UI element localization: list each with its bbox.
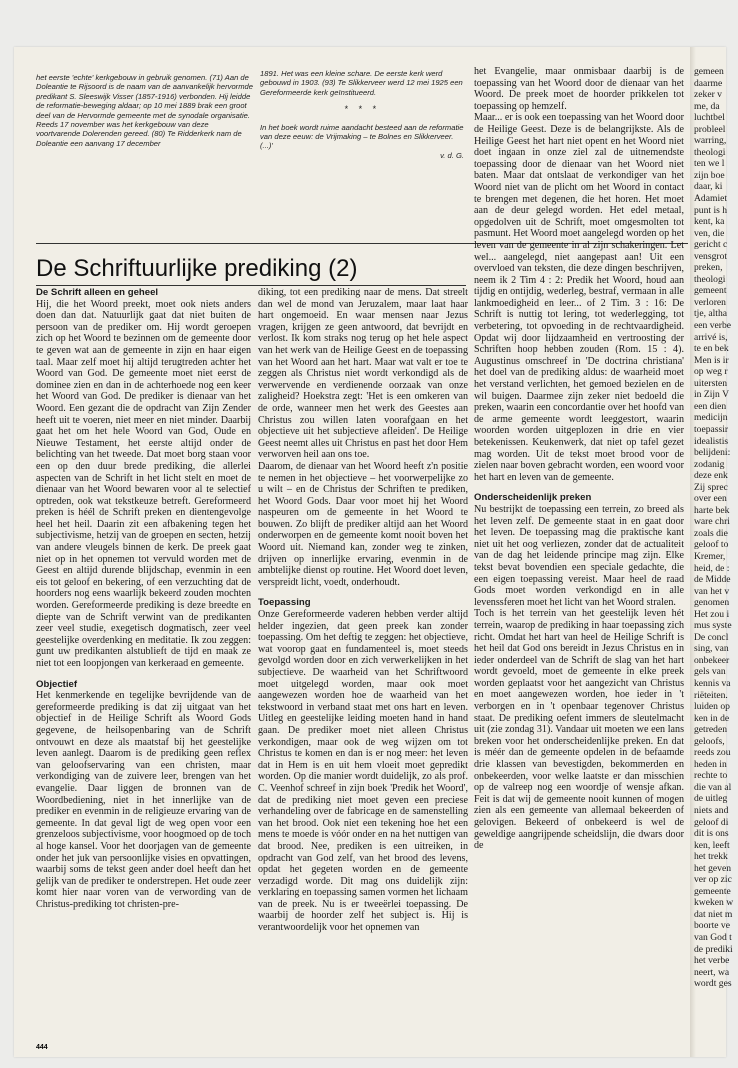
edge-line: in Zijn V bbox=[694, 389, 730, 401]
edge-line: gericht c bbox=[694, 239, 728, 251]
edge-line: sing, van bbox=[694, 643, 729, 655]
edge-line: niets and bbox=[694, 805, 729, 816]
edge-line: warring, bbox=[694, 135, 727, 147]
paragraph: Het kenmerkende en tegelijke bevrijdende van de gereformeerde prediking is dat zij uitgaat van het objectief in de Heilige Schrift als Woord Gods gegevene, de heilsopenbaring van de Schrift ontvouwt en deze als maatstaf bij het geestelijke leven aanlegt. Daarom is de prediking geen reflex van geloofservaring van een christen, maar verkondiging van de zuivere leer, brengen van het evangelie. Daar liggen de bronnen van de Woordbediening, niet in het innerlijke van de prediker en evenmin in de religieuze ervaring van de gemeente. In dat geval ligt de weg open voor een grenzeloos subjectivisme, voor hoogmoed op de toch al hoge kansel. Voor het doorjagen van de gemeente onder het juk van persoonlijke visies en opvattingen, waarbij soms de tekst geen ander doel heeft dan het gelijk van de prediker te onderstrepen. Het oude zeer komt hier naar voren van de verwording van de Christus-prediking tot christen-pre- bbox=[36, 690, 252, 910]
signature: v. d. G. bbox=[440, 150, 464, 160]
edge-line: Adamiet bbox=[694, 193, 728, 205]
edge-line: gels van bbox=[694, 666, 726, 678]
edge-line: vensgrot bbox=[694, 250, 728, 262]
edge-line: een verbe bbox=[694, 320, 732, 332]
edge-line: uitersten bbox=[694, 377, 728, 389]
edge-line: preken, bbox=[694, 262, 723, 274]
footnote-col2-text: 1891. Het was een kleine schare. De eerste kerk werd gebouwd in 1903. (93) Te Slikkerveer werd 12 mei 1925 een Gereformeerde kerk geïnstitueerd. bbox=[260, 69, 463, 97]
paragraph: het Evangelie, maar onmisbaar daarbij is de toepassing van het Woord door de dienaar van het Woord. De preek moet de hoorder prikkelen tot toepassing op hemzelf. bbox=[474, 66, 684, 112]
edge-line: van het v bbox=[694, 585, 730, 597]
page-number: 444 bbox=[36, 1044, 48, 1051]
edge-line: genomen bbox=[694, 597, 730, 609]
magazine-page bbox=[14, 47, 734, 1057]
title-rule-bottom bbox=[36, 285, 466, 286]
edge-line: luiden op bbox=[694, 701, 730, 713]
edge-line: luchtbel bbox=[694, 112, 725, 124]
edge-line: De concl bbox=[694, 631, 729, 643]
edge-line: kweken w bbox=[694, 897, 734, 909]
edge-line: het verbe bbox=[694, 955, 730, 967]
subheading-toepassing: Toepassing bbox=[258, 597, 311, 609]
subheading-objectief: Objectief bbox=[36, 678, 78, 690]
edge-line: getreden bbox=[694, 724, 728, 736]
edge-line: mus syste bbox=[694, 620, 732, 632]
edge-line: Kremer, bbox=[694, 550, 726, 562]
edge-line: Zij sprec bbox=[694, 481, 728, 493]
edge-line: heden in bbox=[694, 758, 727, 770]
edge-line: heid, de : bbox=[694, 562, 730, 574]
edge-line: over een bbox=[694, 493, 727, 505]
edge-line: idealistis bbox=[694, 435, 729, 447]
edge-line: gemeen bbox=[694, 66, 724, 77]
edge-line: theologi bbox=[694, 146, 726, 158]
edge-line: die van al bbox=[694, 781, 732, 793]
edge-line: verloren bbox=[694, 296, 726, 308]
footnote-col1: het eerste 'echte' kerkgebouw in gebruik genomen. (71) Aan de Doleantie te Rijsoord is de naam van de aanvankelijk hervormde predikant S. Sleeswijk Visser (1857-1916) verbonden. Hij leidde de reformatie-beweging aldaar; op 10 mei 1889 brak een groot deel van de Hervormde gemeente met de synodale organisatie. Reeds 17 november was het kerkgebouw van deze voortvarende Dolerenden gereed. (80) Te Ridderkerk nam de Doleantie een aanvang 17 december bbox=[36, 73, 253, 148]
subheading-onderscheidenlijk: Onderscheidenlijk preken bbox=[474, 492, 592, 504]
article-column-3 bbox=[474, 66, 684, 852]
section-separator: * * * bbox=[344, 104, 380, 115]
footnote-note: In het boek wordt ruime aandacht besteed aan de reformatie van deze eeuw: de Vrijmaking – te Bolnes en Slikkerveer. (...)' bbox=[260, 122, 464, 151]
paragraph: Maar... er is ook een toepassing van het Woord door de Heilige Geest. Deze is de belangrijkste. Als de Heilige Geest het hart niet opent en het Woord niet doet ingaan in onze ziel zal de uitnemendste toepassing door de dienaar van het Woord niet baten. Maar dat ontslaat de verkondiger van het Woord niet van de plicht om het Woord in contact te brengen met degenen, die het horen. Het moet aan de deur gelegd worden. Het edel metaal, opgedolven uit de Schrift, moet omgesmolten tot pasmunt. Het Woord moet aangelegd worden op het leven van de gemeente in al zijn schakeringen. Let wel... aangelegd, niet aangepast aan! Uit een overvloed van teksten, die deze dingen beschrijven, neem ik 2 Tim 4 : 2: Predik het Woord, houd aan tijdig en ontijdig, wederleg, bestraf, vermaan in alle lankmoedigheid en leer... of 2 Tim. 3 : 16: De Schrift is nuttig tot lering, tot wederlegging, tot verbetering, tot opvoeding in de rechtvaardigheid. Opdat wij door lijdzaamheid en vertroosting der Schriften hoop hebben zouden (Rom. 15 : 4). Augustinus omschreef in 'De doctrina christiana' het doel van de prediking aldus: de waarheid moet het verstand verlichten, het gemoed bezielen en de wil buigen. Daarmee zijn zeker niet bedoeld die preken, waarin een concordantie over het hoofd van de arme gemeente wordt leeggestort, waarin woorden worden uitgeplozen in drie en vier betekenissen. Keukenwerk, dat niet op tafel gezet mag worden. Uit de tekst moet brood voor de zielen naar boven gebracht worden, een woord voor het hart en leven van de gemeente. bbox=[474, 112, 684, 483]
edge-line: probleel bbox=[694, 123, 726, 135]
edge-line: deze enk bbox=[694, 470, 728, 482]
edge-line: ven, die bbox=[694, 227, 725, 239]
edge-line: geloof di bbox=[694, 816, 729, 828]
edge-line: onbekeer bbox=[694, 654, 730, 666]
paragraph: Hij, die het Woord preekt, moet ook niets anders doen dan dat. Natuurlijk gaat dat niet buiten de persoon van de prediker om. Hij wordt geroepen zich op het Woord te bezinnen om de gemeente door te geven wat aan de gemeente in zijn en haar eigen taal. Maar zelf moet hij altijd terugtreden achter het Woord van God. De gemeente moet niet eerst de dominee zien en dan in de achterhoede nog een keer het Woord van God. De prediker is dienaar van het Woord. Een gezant die de opdracht van Zijn Zender heeft uit te voeren, niet meer en niet minder. Daarbij gaat het om het hele Woord van God, Oude en Nieuwe Testament, het eerste altijd onder de belichting van het tweede. Dat moet borg staan voor een op den duur brede prediking, die allerlei aspecten van de Schrift in het licht stelt en moet de dienaar van het Woord bewaren voor al te selectief optreden, ook wat tekstkeuze betreft. Gereformeerd preken is héél de Schrift preken en dientengevolge heel het heil. Daarin zit een afbakening tegen het subjectivisme, hetzij van de groepen en secten, hetzij van andere vleugels binnen de kerk. De preek gaat niet op in het opnemen tot vervuld worden met de Geest en altijd durende blijdschap, evenmin in een eis tot geloof en bekering, of een verzuchting dat de hoorders nog eens waarlijk bekeerd zouden mochten worden. Gereformeerde prediking is deze breedte en diepte van de Schrift verwint van de predikanten zeer veel studie, exegetisch dogmatisch, zeer veel geestelijke overdenking en meditatie. Ik zou zeggen: gunt uw predikanten alstublieft de tijd en maak ze niet tot een loopjongen van kerkeraad en gemeente. bbox=[36, 298, 251, 669]
edge-line: ten we l bbox=[694, 158, 725, 170]
edge-line: reeds zou bbox=[694, 747, 731, 759]
edge-line: ver op zic bbox=[694, 874, 732, 886]
edge-line: dat niet m bbox=[694, 908, 733, 920]
edge-line: kennis va bbox=[694, 677, 731, 689]
edge-line: een dien bbox=[694, 400, 727, 412]
edge-line: punt is h bbox=[694, 204, 728, 216]
edge-line: riëteiten. bbox=[694, 689, 728, 701]
edge-line: het trekk bbox=[694, 851, 728, 863]
edge-line: Men is ir bbox=[694, 354, 729, 366]
edge-line: dit is ons bbox=[694, 828, 729, 840]
edge-line: ken, leeft bbox=[694, 839, 730, 851]
edge-line: wordt ges bbox=[694, 978, 732, 990]
edge-line: me, da bbox=[694, 100, 720, 112]
edge-line: tje, altha bbox=[694, 308, 728, 320]
edge-line: theologi bbox=[694, 273, 726, 285]
edge-line: gemeent bbox=[694, 285, 727, 297]
paragraph: diking, tot een prediking naar de mens. Dat streelt dan wel de mond van Jeruzalem, maar laat haar hart ongemoeid. En waar mensen naar Jezus vragen, krijgen ze geen antwoord, dat bevrijdt en verlost. Ik kom straks nog terug op het hele aspect van het werk van de Heilige Geest en de toepassing van het Woord aan het hart. Maar wat valt er toe te zeggen als Christus niet wordt verkondigd als de verwervende en verdienende oorzaak van onze zaligheid? Hoekstra zegt: 'Het is een omkeren van de orde, wanneer men het werk des Geestes aan Christus zou willen laten voorafgaan en het objectieve uit het subjectieve afleiden'. De Heilige Geest neemt alles uit Christus en past het door Hem verworven heil aan ons toe. bbox=[258, 287, 468, 461]
article-column-2 bbox=[258, 287, 468, 934]
edge-line: ware chri bbox=[694, 516, 730, 528]
edge-line: ken in de bbox=[694, 712, 730, 724]
edge-line: de prediki bbox=[694, 943, 733, 955]
edge-line: zoals die bbox=[694, 527, 728, 539]
edge-line: geloofs, bbox=[694, 735, 725, 747]
paragraph: Daarom, de dienaar van het Woord heeft z'n positie te nemen in het objectieve – het voorwerpelijke zo u wilt – en de Christus der Schriften te prediken, het Woord Gods. Daar voor moet hij het Woord naspeuren om de gemeente in het Woord te bouwen. Zo blijft de prediker altijd aan het Woord onderworpen en de gemeente komt nooit boven het Woord uit. Niemand kan, zonder weg te zinken, drijven op innerlijke ervaring, evenmin in de ambtelijke dienst op routine. Het Woord doet leven, verspreidt licht, voedt, onderhoudt. bbox=[258, 460, 468, 588]
edge-line: het geven bbox=[694, 862, 732, 874]
edge-line: arrivé is, bbox=[694, 331, 728, 343]
edge-line: zeker v bbox=[694, 89, 722, 101]
edge-line: gemeente bbox=[694, 885, 731, 897]
edge-line: daarme bbox=[694, 77, 723, 89]
edge-line: de uitleg bbox=[694, 793, 728, 805]
edge-line: daar, ki bbox=[694, 181, 723, 193]
next-page-column-fragment bbox=[694, 66, 734, 990]
paragraph: Nu bestrijkt de toepassing een terrein, zo breed als het leven zelf. De gemeente staat in en gaat door het leven. De toepassing mag die praktische kant niet uit het oog verliezen, zonder dat de actualiteit van de dag het leidende principe mag zijn. Elke tekst bevat bovendien een speciale gedachte, die een eigen toepassing vereist. Maar heel de raad Gods moet worden verkondigd en in alle levenssferen moet het licht van het Woord stralen. bbox=[474, 503, 684, 608]
article-column-1 bbox=[36, 287, 251, 910]
edge-line: zodanig bbox=[694, 458, 725, 470]
edge-line: rechte to bbox=[694, 770, 728, 782]
edge-line: de Midde bbox=[694, 574, 731, 586]
subheading-schrift-alleen: De Schrift alleen en geheel bbox=[36, 287, 159, 298]
edge-line: neert, wa bbox=[694, 966, 730, 978]
paragraph: Toch is het terrein van het geestelijk leven hét terrein, waarop de prediking in haar toepassing zich richt. Omdat het hart van heel de Heilige Schrift is het heil dat God ons bereidt in Jezus Christus en in ieder onderdeel van de Schrift de slag van het hart wordt gevoeld, moet de gemeente in elke preek worden geplaatst voor het aangezicht van Christus en moet aangewezen worden, hoe ieder in 't verborgen en in 't openbaar tegenover Christus staat. De prediking oefent immers de sleutelmacht uit (zie zondag 31). Vandaar uit moeten we een lans breken voor het onderscheidenlijke preken. En dat is méér dan de gemeente opdelen in de befaamde drie klassen van bevestigden, bekommerden en onbekeerden, voor welke laatste er dan misschien op de valreep nog een woordje of wensje afkan. Feit is dat wij de gemeente nooit kunnen of mogen zien als een gemeente van allemaal bekeerden of gelovigen. Bekeerd of onbekeerd is wel de geweldige aangrijpende scheidslijn, die dwars door de bbox=[474, 608, 684, 852]
edge-line: harte bek bbox=[694, 504, 730, 516]
edge-line: van God t bbox=[694, 932, 732, 944]
edge-line: te en bek bbox=[694, 343, 729, 355]
edge-line: boorte ve bbox=[694, 920, 730, 932]
edge-line: geloof to bbox=[694, 539, 729, 551]
edge-line: op weg r bbox=[694, 366, 728, 378]
edge-line: belijdeni: bbox=[694, 447, 731, 459]
edge-line: kent, ka bbox=[694, 216, 725, 228]
edge-line: zijn boe bbox=[694, 169, 725, 181]
paragraph: Onze Gereformeerde vaderen hebben verder altijd helder ingezien, dat geen preek kan zonder toepassing. Om het deftig te zeggen: het objectieve, wat voorop gaat en fundamenteel is, moet steeds gevolgd worden door en zich verwerkelijken in het subjectieve. De waarheid van het Schriftwoord moet uitgelegd worden, maar ook moet aangewezen worden hoe de waarheid van het tekstwoord in verband staat met ons hart en leven. Uitleg en geestelijke leiding moeten hand in hand gaan. De prediker moet niet alleen Christus verkondigen, maar ook de weg wijzen om tot Christus te komen en dan is er nog meer: het leven dat in Hem is en uit hem vloeit moet gepredikt worden. Op die manier wordt duidelijk, zo als prof. C. Veenhof schreef in zijn boek 'Predik het Woord', dat de prediking niet moet geven een preciese verhandeling over de fabricage en de samenstelling van het brood. Ook niet een tekening hoe het een mens te moede is vóór onder en na het nuttigen van dat brood. Nee, prediken is een uitreiken, in opdracht van God zelf, van het brood des levens, opdat het gegeten worden en de gemeente verzadigd worde. Dit mag ons duidelijk zijn: verklaring en toepassing samen vormen het lichaam van de preek. Nu is er tweeërlei toepassing. De waarbij de hoorder zelf het subject is. Hij is verantwoordelijk voor het opnemen van bbox=[258, 609, 468, 934]
article-title: De Schriftuurlijke prediking (2) bbox=[36, 255, 358, 282]
edge-line: medicijn bbox=[694, 412, 728, 424]
edge-line: Het zou i bbox=[694, 608, 730, 620]
footnote-col2 bbox=[260, 69, 464, 160]
edge-line: toepassir bbox=[694, 423, 729, 435]
